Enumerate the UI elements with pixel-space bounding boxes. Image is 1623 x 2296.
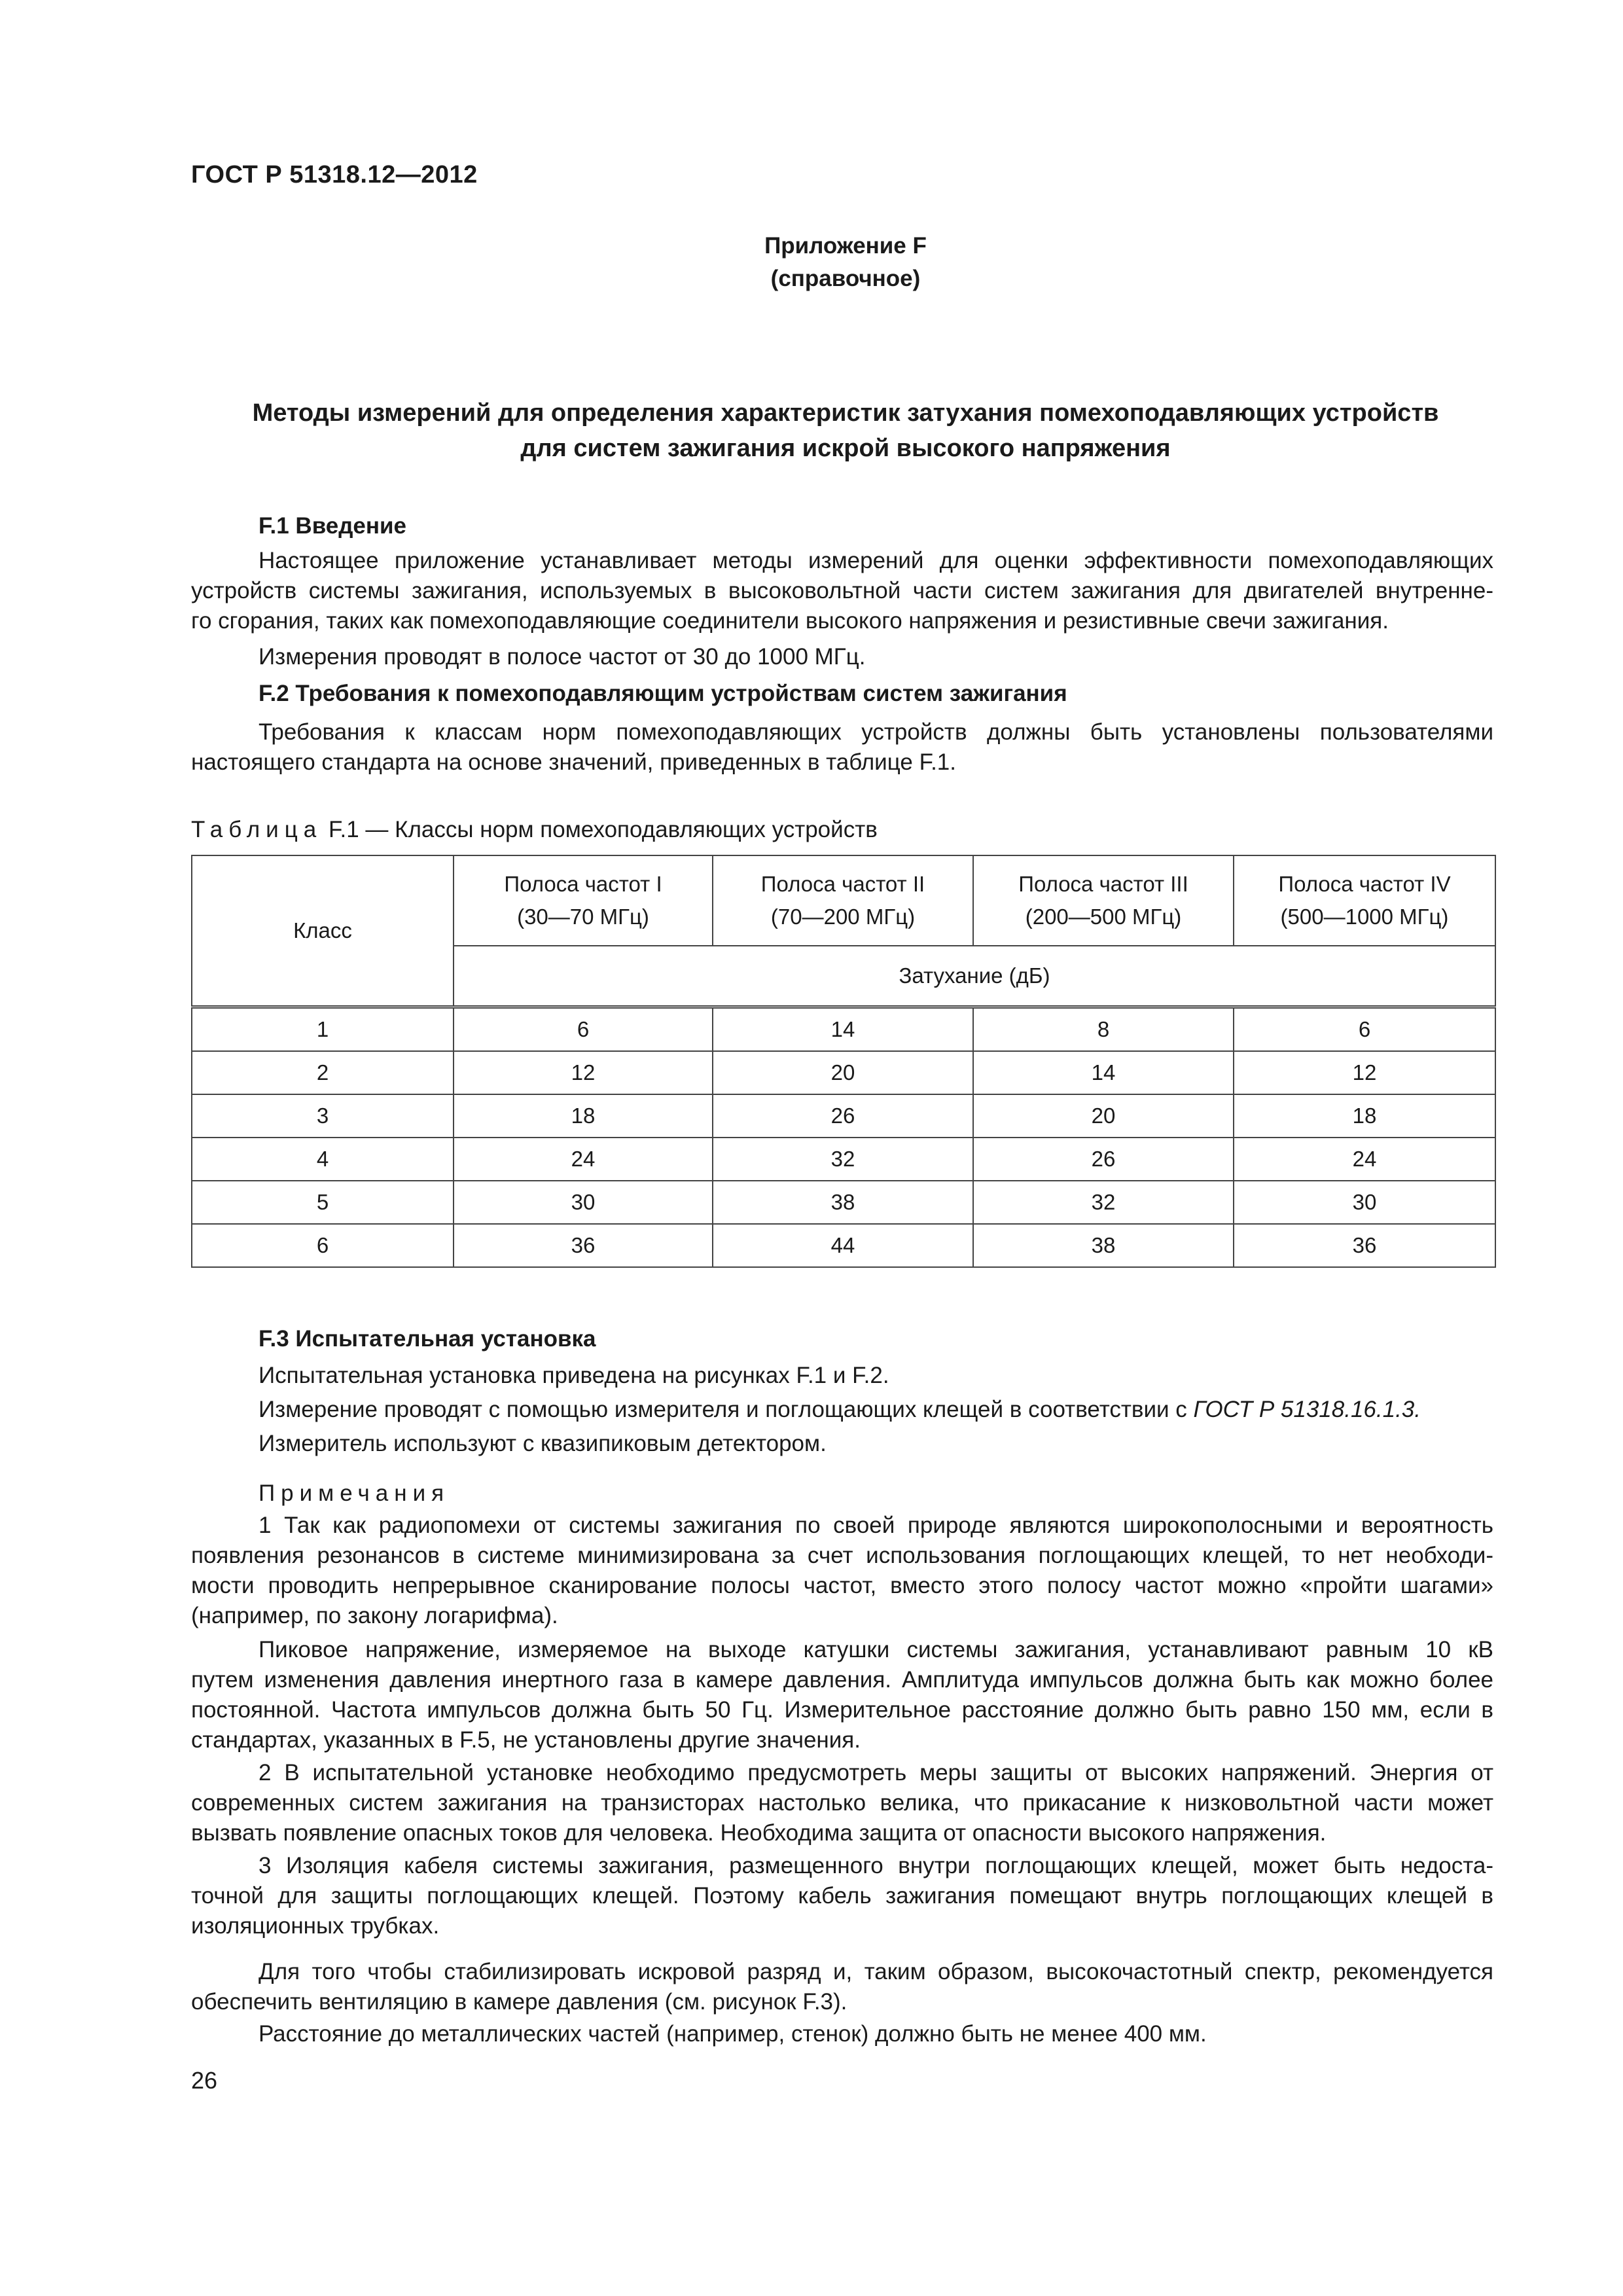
section-f1-line3: го сгорания, таких как помехоподавляющие соединители высокого напряжения и резистивные свечи зажигания. <box>191 608 1389 634</box>
band-header-2 <box>713 855 973 946</box>
band-range: (30—70 МГц) <box>517 905 649 929</box>
annex-title-line2: для систем зажигания искрой высокого напряжения <box>520 435 1171 462</box>
value-cell: 36 <box>1234 1224 1495 1267</box>
closing-distance: Расстояние до металлических частей (например, стенок) должно быть не менее 400 мм. <box>259 2021 1207 2047</box>
value-cell: 18 <box>454 1094 713 1138</box>
section-f3-line1: Испытательная установка приведена на рисунках F.1 и F.2. <box>259 1363 889 1388</box>
value-cell: 30 <box>454 1181 713 1224</box>
note-1 <box>191 1511 1493 1631</box>
value-cell: 36 <box>454 1224 713 1267</box>
note-1-line1: 1 Так как радиопомехи от системы зажигания по своей природе являются широкополосными и вероятность <box>259 1513 1493 1538</box>
value-cell: 20 <box>973 1094 1234 1138</box>
class-header: Класс <box>192 855 454 1007</box>
section-f2-paragraph <box>191 717 1493 778</box>
band-name: Полоса частот I <box>504 872 662 896</box>
section-f1-heading: F.1 Введение <box>259 513 407 539</box>
note-3-line1: 3 Изоляция кабеля системы зажигания, размещенного внутри поглощающих клещей, может быть недоста- <box>259 1853 1493 1878</box>
value-cell: 26 <box>973 1138 1234 1181</box>
notes-heading: Примечания <box>259 1480 450 1506</box>
value-cell: 6 <box>454 1007 713 1052</box>
class-cell: 2 <box>192 1051 454 1094</box>
note-2-line2: современных систем зажигания на транзисторах настолько велика, что прикасание к низковольтной части может <box>191 1790 1493 1816</box>
note-3-line3: изоляционных трубках. <box>191 1913 440 1939</box>
band-name: Полоса частот III <box>1018 872 1188 896</box>
standard-reference: ГОСТ Р 51318.16.1.3. <box>1193 1397 1421 1422</box>
table-row <box>192 1051 1495 1094</box>
class-cell: 5 <box>192 1181 454 1224</box>
note-1b-line4: стандартах, указанных в F.5, не установлены другие значения. <box>191 1727 861 1753</box>
note-3 <box>191 1851 1493 1941</box>
note-1-line3: мости проводить непрерывное сканирование полосы частот, вместо этого полосу частот можно «пройти шагами» <box>191 1573 1493 1598</box>
note-1b-line2: путем изменения давления инертного газа в камере давления. Амплитуда импульсов должна быть как можно более <box>191 1667 1493 1693</box>
standard-code: ГОСТ Р 51318.12—2012 <box>191 161 478 188</box>
note-2-line3: вызвать появление опасных токов для человека. Необходима защита от опасности высокого напряжения. <box>191 1820 1327 1846</box>
value-cell: 8 <box>973 1007 1234 1052</box>
band-name: Полоса частот II <box>760 872 925 896</box>
class-cell: 6 <box>192 1224 454 1267</box>
class-cell: 3 <box>192 1094 454 1138</box>
note-2 <box>191 1758 1493 1848</box>
note-1-line2: появления резонансов в системе минимизирована за счет использования поглощающих клещей, то нет необходи- <box>191 1543 1493 1568</box>
value-cell: 32 <box>713 1138 973 1181</box>
closing-line1: Для того чтобы стабилизировать искровой разряд и, таким образом, высокочастотный спектр, рекомендуется <box>259 1959 1493 1984</box>
section-f2-line1: Требования к классам норм помехоподавляющих устройств должны быть установлены пользователями <box>259 719 1493 745</box>
note-1-continued <box>191 1635 1493 1755</box>
value-cell: 24 <box>454 1138 713 1181</box>
section-f1-line1: Настоящее приложение устанавливает методы измерений для оценки эффективности помехоподавляющих <box>259 548 1493 573</box>
section-f3-line2 <box>259 1397 1421 1423</box>
table-row <box>192 1138 1495 1181</box>
closing-line2: обеспечить вентиляцию в камере давления (см. рисунок F.3). <box>191 1989 847 2015</box>
band-name: Полоса частот IV <box>1278 872 1451 896</box>
page-number: 26 <box>191 2067 218 2094</box>
table-caption <box>191 817 878 843</box>
table-row <box>192 1224 1495 1267</box>
norms-table <box>191 855 1496 1268</box>
value-cell: 20 <box>713 1051 973 1094</box>
section-f1-frequency-range: Измерения проводят в полосе частот от 30 до 1000 МГц. <box>259 644 866 670</box>
band-range: (200—500 МГц) <box>1025 905 1182 929</box>
band-range: (500—1000 МГц) <box>1280 905 1449 929</box>
band-header-1 <box>454 855 713 946</box>
note-2-line1: 2 В испытательной установке необходимо предусмотреть меры защиты от высоких напряжений. Энергия от <box>259 1760 1493 1785</box>
table-row <box>192 1094 1495 1138</box>
section-f2-heading: F.2 Требования к помехоподавляющим устройствам систем зажигания <box>259 681 1067 706</box>
class-cell: 4 <box>192 1138 454 1181</box>
attenuation-header: Затухание (дБ) <box>454 946 1495 1007</box>
table-row <box>192 1007 1495 1052</box>
table-caption-text: F.1 — Классы норм помехоподавляющих устройств <box>328 817 878 842</box>
band-range: (70—200 МГц) <box>770 905 916 929</box>
section-f2-line2: настоящего стандарта на основе значений, приведенных в таблице F.1. <box>191 749 956 775</box>
closing-paragraph <box>191 1957 1493 2017</box>
value-cell: 12 <box>1234 1051 1495 1094</box>
class-cell: 1 <box>192 1007 454 1052</box>
section-f3-line2-text: Измерение проводят с помощью измерителя и поглощающих клещей в соответствии с <box>259 1397 1194 1422</box>
table-row <box>192 1181 1495 1224</box>
section-f1-paragraph <box>191 546 1493 636</box>
annex-title-line1: Методы измерений для определения характеристик затухания помехоподавляющих устройств <box>252 399 1439 427</box>
note-1b-line3: постоянной. Частота импульсов должна быть 50 Гц. Измерительное расстояние должно быть равно 150 мм, если в <box>191 1697 1493 1723</box>
value-cell: 32 <box>973 1181 1234 1224</box>
value-cell: 12 <box>454 1051 713 1094</box>
band-header-4 <box>1234 855 1495 946</box>
value-cell: 44 <box>713 1224 973 1267</box>
value-cell: 24 <box>1234 1138 1495 1181</box>
value-cell: 38 <box>973 1224 1234 1267</box>
value-cell: 26 <box>713 1094 973 1138</box>
annex-label: Приложение F <box>764 233 927 259</box>
value-cell: 14 <box>713 1007 973 1052</box>
value-cell: 6 <box>1234 1007 1495 1052</box>
value-cell: 30 <box>1234 1181 1495 1224</box>
note-1-line4: (например, по закону логарифма). <box>191 1603 558 1628</box>
section-f1-line2: устройств системы зажигания, используемых в высоковольтной части систем зажигания для двигателей внутренне- <box>191 578 1493 603</box>
section-f3-line3: Измеритель используют с квазипиковым детектором. <box>259 1431 827 1456</box>
note-1b-line1: Пиковое напряжение, измеряемое на выходе катушки системы зажигания, устанавливают равным 10 кВ <box>259 1637 1493 1662</box>
section-f3-heading: F.3 Испытательная установка <box>259 1326 596 1352</box>
note-3-line2: точной для защиты поглощающих клещей. Поэтому кабель зажигания помещают внутрь поглощающих клещей в <box>191 1883 1493 1909</box>
band-header-3 <box>973 855 1234 946</box>
value-cell: 14 <box>973 1051 1234 1094</box>
annex-title <box>191 395 1500 466</box>
value-cell: 18 <box>1234 1094 1495 1138</box>
annex-type: (справочное) <box>770 266 921 291</box>
table-caption-word: Таблица <box>191 817 323 842</box>
value-cell: 38 <box>713 1181 973 1224</box>
